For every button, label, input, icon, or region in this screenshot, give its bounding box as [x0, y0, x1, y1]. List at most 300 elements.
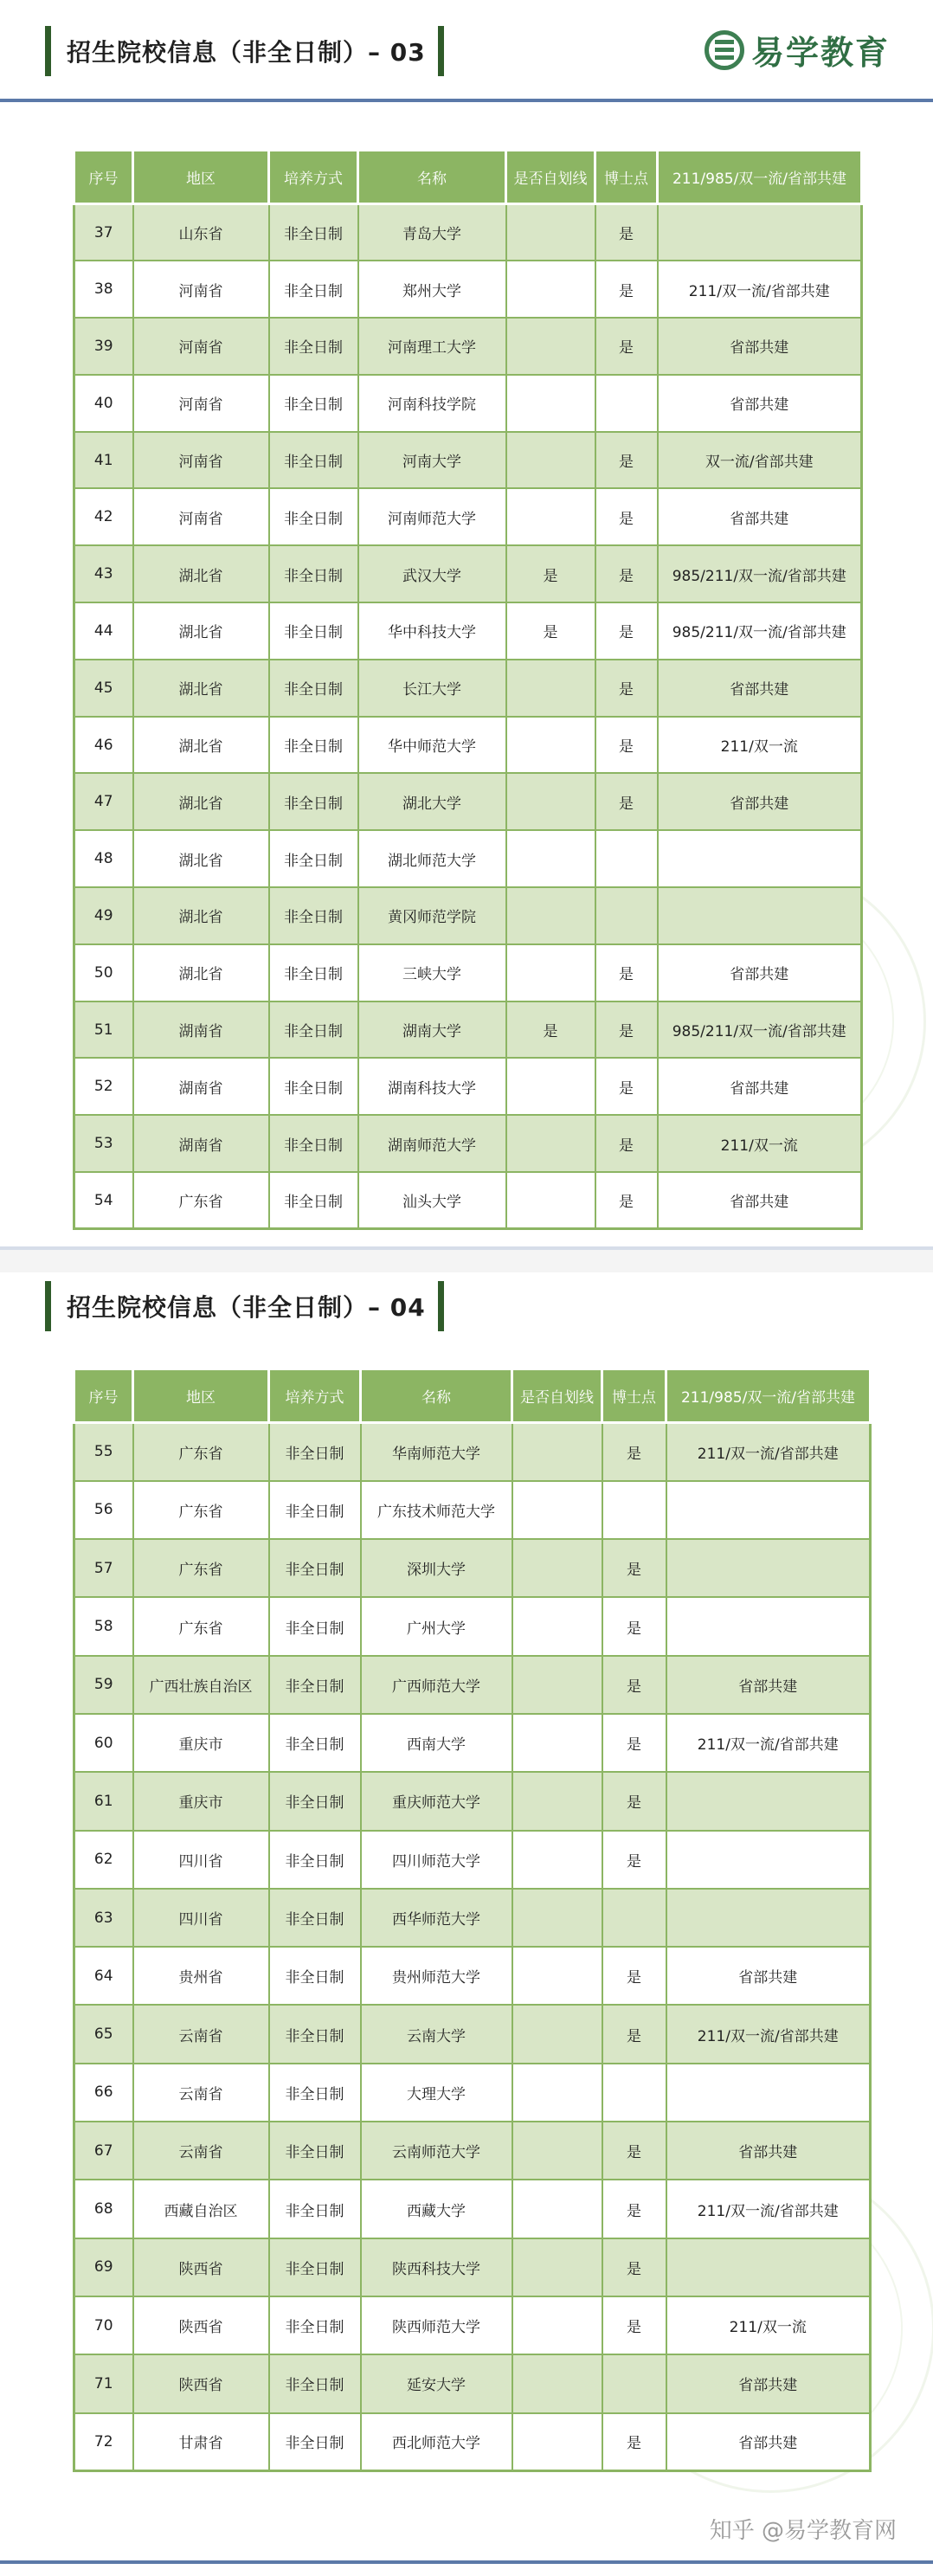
brand-logo	[705, 26, 890, 74]
table-cell: 非全日制	[269, 1597, 361, 1655]
table-cell: 非全日制	[269, 2296, 361, 2354]
table-cell: 省部共建	[658, 1172, 862, 1229]
table-row	[74, 1831, 871, 1889]
table-cell: 华中科技大学	[358, 602, 506, 660]
table-cell: 陕西科技大学	[361, 2238, 512, 2296]
table-row	[74, 545, 862, 602]
column-header: 培养方式	[269, 1369, 361, 1423]
table-row	[74, 660, 862, 717]
column-header: 地区	[133, 151, 269, 204]
table-cell: 河南大学	[358, 432, 506, 489]
table-cell: 65	[74, 2005, 133, 2063]
table-cell: 68	[74, 2180, 133, 2238]
table-cell: 是	[595, 261, 658, 318]
table-cell	[512, 1889, 602, 1947]
table-row	[74, 944, 862, 1001]
table-cell: 河南省	[133, 432, 269, 489]
table-row	[74, 830, 862, 887]
table-cell: 72	[74, 2413, 133, 2471]
table-row	[74, 2005, 871, 2063]
table-cell: 是	[506, 1001, 595, 1059]
table-cell	[512, 2122, 602, 2180]
table-cell: 郑州大学	[358, 261, 506, 318]
table-cell: 非全日制	[269, 432, 358, 489]
table-cell: 湖南省	[133, 1001, 269, 1059]
table-cell	[666, 2238, 871, 2296]
table-cell: 华南师范大学	[361, 1423, 512, 1481]
table-cell: 湖北师范大学	[358, 830, 506, 887]
table-cell: 广东省	[133, 1423, 269, 1481]
table-cell	[512, 1481, 602, 1539]
table-cell	[506, 261, 595, 318]
table-cell: 非全日制	[269, 1172, 358, 1229]
table-cell	[602, 2354, 666, 2412]
table-cell: 非全日制	[269, 1115, 358, 1172]
header-divider	[0, 99, 933, 102]
table-cell: 云南省	[133, 2122, 269, 2180]
table-cell: 是	[602, 1656, 666, 1714]
table-cell: 大理大学	[361, 2064, 512, 2122]
table-cell: 非全日制	[269, 717, 358, 774]
table-row	[74, 1539, 871, 1597]
table-row	[74, 602, 862, 660]
table-cell: 57	[74, 1539, 133, 1597]
table-cell: 211/双一流/省部共建	[666, 1714, 871, 1772]
table-cell: 61	[74, 1772, 133, 1830]
footer-divider	[0, 2560, 933, 2564]
table-cell: 非全日制	[269, 602, 358, 660]
table-cell	[512, 1714, 602, 1772]
table-cell: 汕头大学	[358, 1172, 506, 1229]
table-cell: 63	[74, 1889, 133, 1947]
table-row	[74, 1889, 871, 1947]
source-credit: 知乎 @易学教育网	[709, 2518, 897, 2544]
table-cell: 是	[595, 318, 658, 375]
table-cell	[602, 2064, 666, 2122]
table-cell: 48	[74, 830, 133, 887]
table-cell: 非全日制	[269, 488, 358, 545]
table-cell: 是	[602, 1947, 666, 2005]
table-row	[74, 432, 862, 489]
table-cell	[512, 2180, 602, 2238]
table-cell: 湖北大学	[358, 773, 506, 830]
school-table	[73, 149, 863, 1230]
table-cell: 211/双一流	[658, 1115, 862, 1172]
table-cell: 非全日制	[269, 830, 358, 887]
table-cell: 是	[595, 944, 658, 1001]
table-row	[74, 375, 862, 432]
table-cell: 54	[74, 1172, 133, 1229]
table-row	[74, 2122, 871, 2180]
table-cell: 湖北省	[133, 602, 269, 660]
table-row	[74, 1172, 862, 1229]
table-cell	[506, 717, 595, 774]
table-cell	[512, 1831, 602, 1889]
table-cell: 省部共建	[666, 2122, 871, 2180]
table-cell	[666, 1481, 871, 1539]
table-cell: 64	[74, 1947, 133, 2005]
table-cell: 河南省	[133, 318, 269, 375]
table-cell: 非全日制	[269, 1058, 358, 1115]
table-cell: 是	[602, 2413, 666, 2471]
table-cell: 湖北省	[133, 545, 269, 602]
slide-04	[0, 1272, 933, 2576]
table-cell: 非全日制	[269, 2238, 361, 2296]
table-cell: 湖北省	[133, 944, 269, 1001]
table-cell	[666, 1597, 871, 1655]
brand-logo-icon	[705, 30, 744, 70]
table-cell: 52	[74, 1058, 133, 1115]
table-cell: 是	[595, 602, 658, 660]
table-cell: 60	[74, 1714, 133, 1772]
table-cell	[512, 2354, 602, 2412]
table-cell	[506, 1058, 595, 1115]
table-cell: 非全日制	[269, 1423, 361, 1481]
column-header: 211/985/双一流/省部共建	[658, 151, 862, 204]
column-header: 培养方式	[269, 151, 358, 204]
table-row	[74, 1597, 871, 1655]
table-cell	[512, 2064, 602, 2122]
title-accent-left	[45, 1281, 51, 1331]
table-cell: 三峡大学	[358, 944, 506, 1001]
table-cell	[506, 204, 595, 261]
table-cell: 广东省	[133, 1172, 269, 1229]
table-cell	[506, 1115, 595, 1172]
table-cell: 云南省	[133, 2064, 269, 2122]
table-cell: 39	[74, 318, 133, 375]
table-row	[74, 2238, 871, 2296]
table-cell: 211/双一流/省部共建	[666, 2005, 871, 2063]
table-cell	[666, 1831, 871, 1889]
table-cell: 青岛大学	[358, 204, 506, 261]
table-cell: 广西壮族自治区	[133, 1656, 269, 1714]
table-cell: 是	[595, 432, 658, 489]
table-cell: 38	[74, 261, 133, 318]
table-cell: 四川省	[133, 1889, 269, 1947]
table-cell: 湖北省	[133, 830, 269, 887]
table-cell: 重庆市	[133, 1714, 269, 1772]
table-cell: 985/211/双一流/省部共建	[658, 1001, 862, 1059]
table-cell: 广州大学	[361, 1597, 512, 1655]
table-cell: 陕西省	[133, 2296, 269, 2354]
table-cell: 是	[602, 2122, 666, 2180]
table-cell: 55	[74, 1423, 133, 1481]
table-cell: 省部共建	[658, 944, 862, 1001]
table-cell: 42	[74, 488, 133, 545]
table-cell: 非全日制	[269, 1889, 361, 1947]
table-cell: 西华师范大学	[361, 1889, 512, 1947]
table-cell: 省部共建	[658, 773, 862, 830]
table-header-row	[74, 1369, 871, 1423]
table-cell	[658, 830, 862, 887]
table-cell	[512, 2238, 602, 2296]
table-cell	[595, 887, 658, 944]
table-cell: 是	[595, 545, 658, 602]
column-header: 名称	[358, 151, 506, 204]
table-cell: 山东省	[133, 204, 269, 261]
table-cell: 211/双一流	[658, 717, 862, 774]
table-cell: 非全日制	[269, 545, 358, 602]
slide-title-bar	[45, 1281, 444, 1331]
table-cell: 非全日制	[269, 1772, 361, 1830]
table-cell	[658, 204, 862, 261]
table-row	[74, 2296, 871, 2354]
table-cell	[506, 773, 595, 830]
table-row	[74, 1947, 871, 2005]
table-cell: 湖南师范大学	[358, 1115, 506, 1172]
table-cell	[666, 1539, 871, 1597]
table-cell: 是	[602, 1772, 666, 1830]
column-header: 是否自划线	[506, 151, 595, 204]
table-cell: 重庆师范大学	[361, 1772, 512, 1830]
table-cell: 非全日制	[269, 887, 358, 944]
table-cell: 广东省	[133, 1481, 269, 1539]
column-header: 博士点	[595, 151, 658, 204]
table-cell: 985/211/双一流/省部共建	[658, 545, 862, 602]
table-cell: 非全日制	[269, 318, 358, 375]
table-row	[74, 318, 862, 375]
table-cell	[658, 887, 862, 944]
table-cell	[512, 1539, 602, 1597]
column-header: 博士点	[602, 1369, 666, 1423]
table-cell	[506, 830, 595, 887]
table-cell	[602, 1889, 666, 1947]
table-cell: 河南科技学院	[358, 375, 506, 432]
table-cell: 59	[74, 1656, 133, 1714]
table-cell: 省部共建	[658, 488, 862, 545]
table-cell: 河南省	[133, 488, 269, 545]
table-cell	[512, 1772, 602, 1830]
table-row	[74, 2413, 871, 2471]
column-header: 序号	[74, 1369, 133, 1423]
table-cell: 四川省	[133, 1831, 269, 1889]
table-cell: 长江大学	[358, 660, 506, 717]
table-cell: 是	[595, 660, 658, 717]
table-row	[74, 2064, 871, 2122]
table-row	[74, 1423, 871, 1481]
table-cell: 69	[74, 2238, 133, 2296]
table-cell: 非全日制	[269, 2005, 361, 2063]
table-row	[74, 1115, 862, 1172]
title-accent-right	[438, 1281, 444, 1331]
table-cell: 是	[595, 773, 658, 830]
table-cell: 是	[506, 602, 595, 660]
brand-logo-text: 易学教育	[750, 34, 890, 72]
table-cell: 河南师范大学	[358, 488, 506, 545]
table-cell	[506, 944, 595, 1001]
table-cell	[506, 375, 595, 432]
table-cell	[595, 375, 658, 432]
table-cell: 非全日制	[269, 261, 358, 318]
table-row	[74, 261, 862, 318]
table-cell: 62	[74, 1831, 133, 1889]
table-row	[74, 1714, 871, 1772]
table-cell: 是	[602, 2296, 666, 2354]
table-cell: 广西师范大学	[361, 1656, 512, 1714]
table-cell: 是	[595, 717, 658, 774]
table-cell: 非全日制	[269, 2413, 361, 2471]
table-cell: 非全日制	[269, 375, 358, 432]
table-header-row	[74, 151, 862, 204]
table-cell	[512, 2413, 602, 2471]
table-cell: 省部共建	[658, 660, 862, 717]
table-cell: 省部共建	[666, 1947, 871, 2005]
table-cell: 是	[602, 1423, 666, 1481]
table-cell: 西藏大学	[361, 2180, 512, 2238]
table-cell: 深圳大学	[361, 1539, 512, 1597]
table-cell	[506, 887, 595, 944]
table-cell: 66	[74, 2064, 133, 2122]
table-cell: 四川师范大学	[361, 1831, 512, 1889]
table-cell: 70	[74, 2296, 133, 2354]
table-cell: 43	[74, 545, 133, 602]
table-cell: 西藏自治区	[133, 2180, 269, 2238]
table-cell: 西南大学	[361, 1714, 512, 1772]
table-cell: 湖南大学	[358, 1001, 506, 1059]
table-row	[74, 887, 862, 944]
table-cell: 双一流/省部共建	[658, 432, 862, 489]
table-cell: 贵州师范大学	[361, 1947, 512, 2005]
table-cell: 49	[74, 887, 133, 944]
table-cell: 是	[595, 1001, 658, 1059]
table-cell: 河南理工大学	[358, 318, 506, 375]
table-row	[74, 717, 862, 774]
column-header: 名称	[361, 1369, 512, 1423]
table-cell	[595, 830, 658, 887]
table-row	[74, 1481, 871, 1539]
table-cell: 湖北省	[133, 887, 269, 944]
table-cell: 省部共建	[658, 375, 862, 432]
slide-title: 招生院校信息（非全日制）– 04	[67, 1293, 426, 1322]
table-cell: 211/双一流/省部共建	[666, 2180, 871, 2238]
table-cell: 武汉大学	[358, 545, 506, 602]
table-cell	[512, 2005, 602, 2063]
table-cell: 湖南省	[133, 1115, 269, 1172]
table-cell	[512, 1597, 602, 1655]
table-cell: 是	[595, 204, 658, 261]
table-cell: 46	[74, 717, 133, 774]
table-cell: 是	[602, 2238, 666, 2296]
table-cell: 非全日制	[269, 944, 358, 1001]
column-header: 地区	[133, 1369, 269, 1423]
table-cell: 陕西省	[133, 2354, 269, 2412]
table-row	[74, 1656, 871, 1714]
table-cell: 延安大学	[361, 2354, 512, 2412]
table-cell: 贵州省	[133, 1947, 269, 2005]
table-row	[74, 488, 862, 545]
table-row	[74, 1058, 862, 1115]
table-cell: 41	[74, 432, 133, 489]
slide-separator	[0, 1246, 933, 1272]
table-cell	[666, 1889, 871, 1947]
table-cell: 是	[595, 1172, 658, 1229]
table-cell: 河南省	[133, 261, 269, 318]
table-row	[74, 1772, 871, 1830]
table-cell	[506, 1172, 595, 1229]
table-cell: 黄冈师范学院	[358, 887, 506, 944]
table-cell: 湖南省	[133, 1058, 269, 1115]
table-row	[74, 773, 862, 830]
table-cell: 非全日制	[269, 1831, 361, 1889]
table-cell: 211/双一流/省部共建	[666, 1423, 871, 1481]
table-cell: 40	[74, 375, 133, 432]
table-cell: 非全日制	[269, 2180, 361, 2238]
table-row	[74, 1001, 862, 1059]
table-cell	[666, 2064, 871, 2122]
table-row	[74, 204, 862, 261]
column-header: 序号	[74, 151, 133, 204]
table-cell	[512, 1423, 602, 1481]
title-accent-right	[438, 26, 444, 76]
table-row	[74, 2354, 871, 2412]
table-cell	[512, 2296, 602, 2354]
table-cell: 是	[602, 1831, 666, 1889]
column-header: 211/985/双一流/省部共建	[666, 1369, 871, 1423]
table-row	[74, 2180, 871, 2238]
table-cell: 非全日制	[269, 1714, 361, 1772]
table-cell: 云南师范大学	[361, 2122, 512, 2180]
table-cell: 非全日制	[269, 1481, 361, 1539]
table-cell: 985/211/双一流/省部共建	[658, 602, 862, 660]
table-cell: 华中师范大学	[358, 717, 506, 774]
table-cell: 是	[602, 1539, 666, 1597]
table-cell: 省部共建	[666, 2413, 871, 2471]
table-cell: 非全日制	[269, 1656, 361, 1714]
table-cell: 非全日制	[269, 1947, 361, 2005]
table-cell: 西北师范大学	[361, 2413, 512, 2471]
table-cell: 非全日制	[269, 660, 358, 717]
table-cell: 是	[602, 2005, 666, 2063]
table-cell: 云南省	[133, 2005, 269, 2063]
table-cell: 省部共建	[658, 318, 862, 375]
table-cell: 是	[602, 1714, 666, 1772]
table-cell: 44	[74, 602, 133, 660]
table-cell: 非全日制	[269, 204, 358, 261]
table-cell: 湖北省	[133, 773, 269, 830]
table-cell: 省部共建	[658, 1058, 862, 1115]
table-cell: 陕西师范大学	[361, 2296, 512, 2354]
table-cell: 45	[74, 660, 133, 717]
table-cell: 湖北省	[133, 660, 269, 717]
table-cell: 重庆市	[133, 1772, 269, 1830]
slide-title: 招生院校信息（非全日制）– 03	[67, 38, 426, 67]
table-cell: 211/双一流	[666, 2296, 871, 2354]
table-cell: 51	[74, 1001, 133, 1059]
table-cell: 50	[74, 944, 133, 1001]
table-cell: 非全日制	[269, 2354, 361, 2412]
table-cell	[506, 660, 595, 717]
table-cell: 53	[74, 1115, 133, 1172]
school-table	[73, 1368, 872, 2472]
table-cell: 非全日制	[269, 2122, 361, 2180]
table-cell	[602, 1481, 666, 1539]
table-cell: 58	[74, 1597, 133, 1655]
table-cell	[506, 488, 595, 545]
table-cell: 广东省	[133, 1539, 269, 1597]
table-cell	[666, 1772, 871, 1830]
table-cell: 是	[595, 1115, 658, 1172]
table-cell: 是	[506, 545, 595, 602]
table-cell: 37	[74, 204, 133, 261]
table-cell: 广东省	[133, 1597, 269, 1655]
column-header: 是否自划线	[512, 1369, 602, 1423]
table-cell: 非全日制	[269, 773, 358, 830]
table-cell	[506, 318, 595, 375]
table-cell: 云南大学	[361, 2005, 512, 2063]
table-cell	[512, 1947, 602, 2005]
table-cell: 非全日制	[269, 2064, 361, 2122]
title-accent-left	[45, 26, 51, 76]
